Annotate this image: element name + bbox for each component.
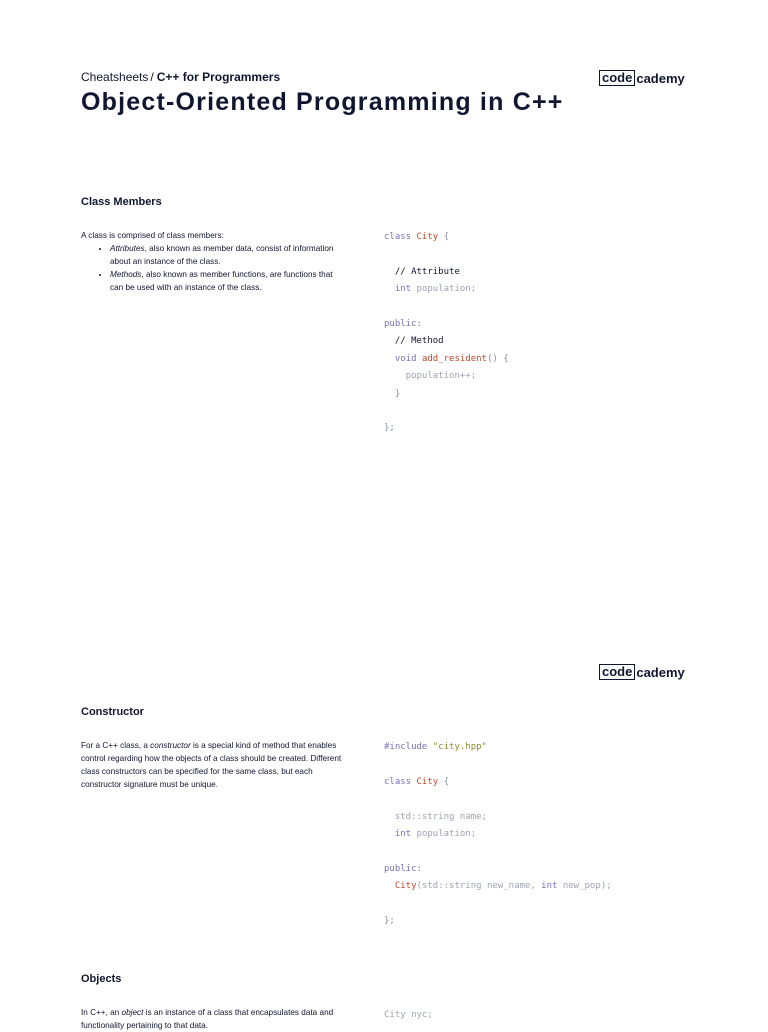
code-line-blank [384, 403, 509, 420]
code-text: new_pop); [557, 881, 612, 892]
code-line-blank [384, 299, 509, 316]
code-preprocessor: #include [384, 742, 428, 752]
objects-description [81, 1006, 343, 1032]
code-string: "city.hpp" [432, 742, 487, 752]
code-line [384, 878, 612, 895]
term-object: object [121, 1008, 144, 1017]
code-text: population; [411, 284, 477, 295]
page-title: Object-Oriented Programming in C++ [81, 88, 564, 116]
logo-code-box: code [599, 70, 635, 86]
code-line-blank [384, 246, 509, 263]
code-line: } [384, 388, 401, 399]
list-item-text: , also known as member functions, are functions that can be used with an instance of the class. [110, 270, 333, 292]
code-access-specifier: public: [384, 318, 422, 329]
code-line [384, 826, 612, 843]
text: In C++, an [81, 1008, 122, 1017]
class-members-list [81, 242, 343, 294]
code-line: }; [384, 423, 395, 434]
code-text: (std::string new_name, [416, 881, 542, 892]
code-access-specifier: public: [384, 863, 422, 874]
code-keyword: int [541, 881, 558, 892]
code-keyword: int [394, 284, 412, 295]
code-text: { [438, 776, 450, 787]
section-title-objects: Objects [81, 973, 122, 985]
code-block-class-members [384, 229, 509, 438]
list-item [110, 268, 343, 294]
constructor-text [81, 739, 343, 791]
term-constructor: constructor [150, 741, 191, 750]
code-keyword: void [394, 353, 417, 364]
logo-text: cademy [636, 70, 685, 86]
codecademy-logo[interactable] [599, 664, 685, 680]
code-line-blank [384, 791, 612, 808]
breadcrumb-current-link[interactable]: C++ for Programmers [156, 70, 281, 84]
code-keyword: class [384, 232, 412, 242]
code-block-objects [384, 1007, 433, 1024]
code-text: population; [411, 828, 477, 839]
code-line [384, 281, 509, 298]
code-text: () { [486, 353, 509, 364]
codecademy-logo[interactable] [599, 70, 685, 86]
code-line [384, 229, 509, 246]
code-line: population++; [384, 371, 477, 382]
section-title-class-members: Class Members [81, 196, 162, 208]
class-members-intro: A class is comprised of class members: [81, 231, 224, 240]
code-class-name: City [416, 232, 439, 242]
code-line: }; [384, 915, 395, 926]
code-line: std::string name; [384, 811, 487, 822]
code-comment: // Method [384, 336, 444, 347]
code-line [384, 351, 509, 368]
text: is an instance of a class that encapsulates data and functionality pertaining to that data. [81, 1008, 334, 1030]
logo-code-box: code [599, 664, 635, 680]
text: is a special kind of method that enables control regarding how the objects of a class should be created. Different class constructors can be specified for the same class, but each constructor signature must be unique. [81, 741, 342, 789]
code-keyword: int [394, 828, 412, 839]
code-line-blank [384, 756, 612, 773]
code-text: { [438, 232, 450, 242]
list-item [110, 242, 343, 268]
term-attributes: Attributes [110, 244, 145, 253]
text: For a C++ class, a [81, 741, 151, 750]
code-comment: // Attribute [384, 266, 460, 277]
code-line-blank [384, 896, 612, 913]
breadcrumb-separator: / [150, 70, 154, 84]
term-methods: Methods [110, 270, 142, 279]
logo-text: cademy [636, 664, 685, 680]
code-line-blank [384, 843, 612, 860]
code-block-constructor [384, 739, 612, 930]
code-class-name: City [416, 776, 439, 787]
constructor-description [81, 739, 343, 791]
class-members-description [81, 229, 343, 294]
code-line [384, 774, 612, 791]
list-item-text: , also known as member data, consist of information about an instance of the class. [110, 244, 334, 266]
objects-text [81, 1006, 343, 1032]
code-function-name: add_resident [421, 353, 487, 364]
code-function-name: City [394, 881, 417, 892]
breadcrumb [81, 70, 280, 84]
code-line: City nyc; [384, 1010, 433, 1020]
section-title-constructor: Constructor [81, 706, 144, 718]
code-line [384, 739, 612, 756]
breadcrumb-root-link[interactable]: Cheatsheets [81, 70, 149, 84]
code-keyword: class [384, 776, 412, 787]
